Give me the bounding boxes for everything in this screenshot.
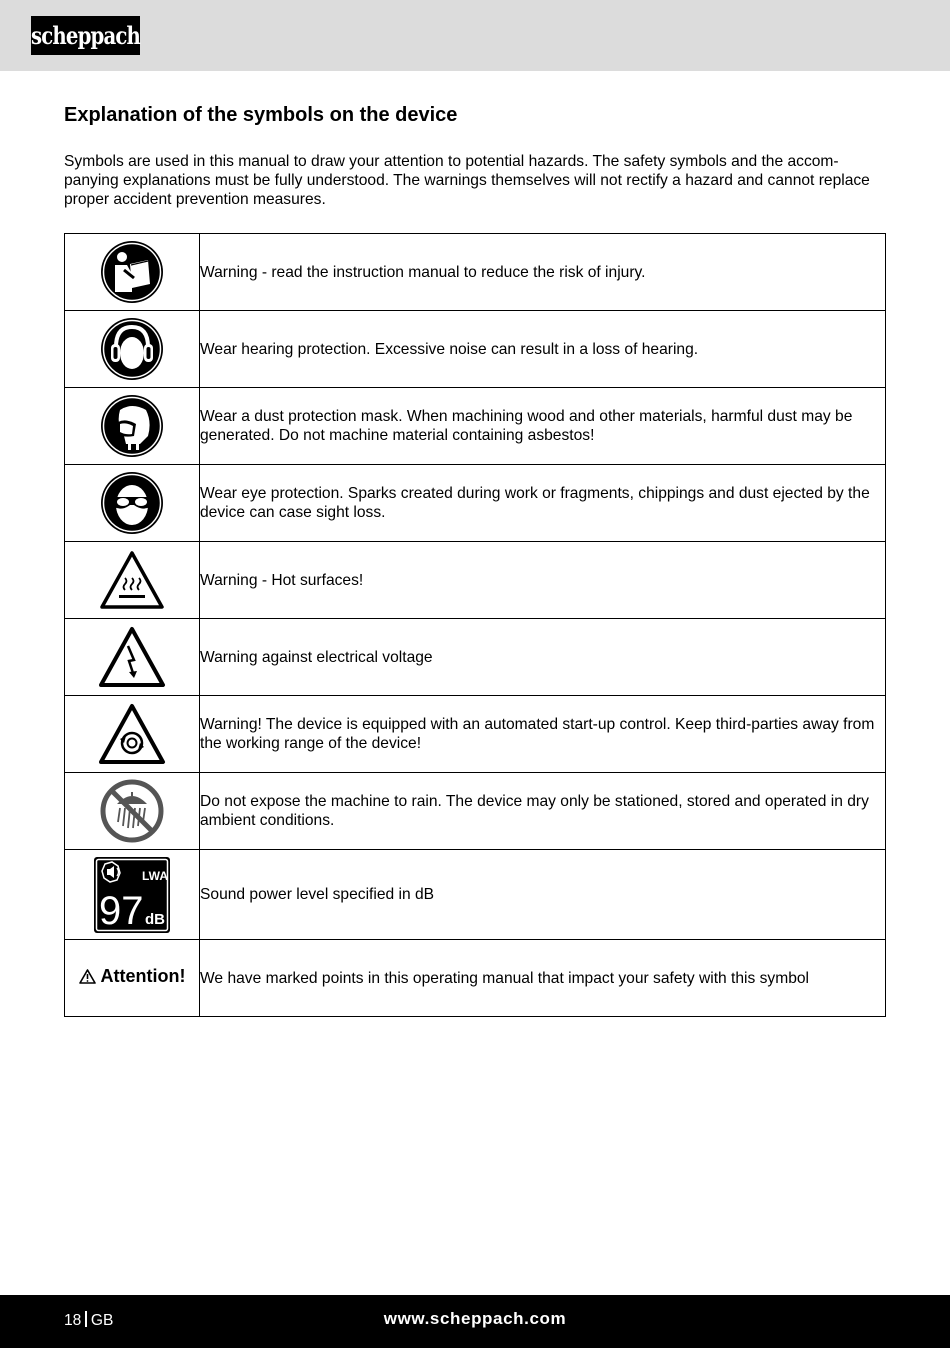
symbol-cell [65,940,200,1017]
symbol-cell [65,773,200,850]
symbols-table [64,233,886,1017]
brand-name: scheppach [30,21,141,50]
electrical-voltage-icon [98,626,166,688]
symbol-description: We have marked points in this operating manual that impact your safety with this symbol [200,940,886,1017]
page-title: Explanation of the symbols on the device [64,104,458,126]
table-row [65,619,886,696]
symbol-description: Wear eye protection. Sparks created during work or fragments, chippings and dust ejected by the device can case sight loss. [200,465,886,542]
symbol-description: Sound power level specified in dB [200,850,886,940]
symbol-cell [65,850,200,940]
table-row [65,542,886,619]
website-link[interactable]: www.scheppach.com [383,1309,567,1328]
attention-label [79,967,186,986]
header-bar [0,0,950,71]
symbol-description: Warning! The device is equipped with an automated start-up control. Keep third-parties away from the working range of the device! [200,696,886,773]
table-row [65,773,886,850]
table-row [65,940,886,1017]
symbol-description: Do not expose the machine to rain. The device may only be stationed, stored and operated in dry ambient conditions. [200,773,886,850]
symbol-description: Wear hearing protection. Excessive noise can result in a loss of hearing. [200,311,886,388]
automatic-start-icon [98,703,166,765]
language-code: GB [90,1312,114,1329]
table-row [65,696,886,773]
read-manual-icon [100,240,164,304]
sound-unit: dB [145,910,165,928]
symbol-cell [65,619,200,696]
table-row [65,234,886,311]
no-rain-icon [99,778,165,844]
sound-label: LWA [142,868,168,883]
table-row [65,388,886,465]
page-number-value: 18 [64,1312,82,1329]
symbol-cell [65,696,200,773]
eye-protection-icon [100,471,164,535]
dust-mask-icon [100,394,164,458]
symbol-cell [65,311,200,388]
sound-power-icon [93,856,171,934]
scheppach-logo [31,16,140,55]
hot-surface-icon [99,550,165,610]
symbol-cell [65,542,200,619]
hearing-protection-icon [100,317,164,381]
symbol-cell [65,234,200,311]
table-row [65,850,886,940]
table-row [65,465,886,542]
warning-triangle-icon [79,969,96,984]
symbol-description: Wear a dust protection mask. When machining wood and other materials, harmful dust may be generated. Do not machine material containing asbestos! [200,388,886,465]
symbol-description: Warning against electrical voltage [200,619,886,696]
symbol-cell [65,465,200,542]
intro-paragraph: Symbols are used in this manual to draw your attention to potential hazards. The safety symbols and the accom-panying explanations must be fully understood. The warnings themselves will not rectify a hazard and cannot replace proper accident prevention measures. [64,153,870,208]
symbol-description: Warning - Hot surfaces! [200,542,886,619]
sound-value: 97 [99,888,144,933]
footer-bar [0,1295,950,1348]
symbol-cell [65,388,200,465]
symbol-description: Warning - read the instruction manual to reduce the risk of injury. [200,234,886,311]
attention-text: Attention! [100,966,186,986]
table-row [65,311,886,388]
